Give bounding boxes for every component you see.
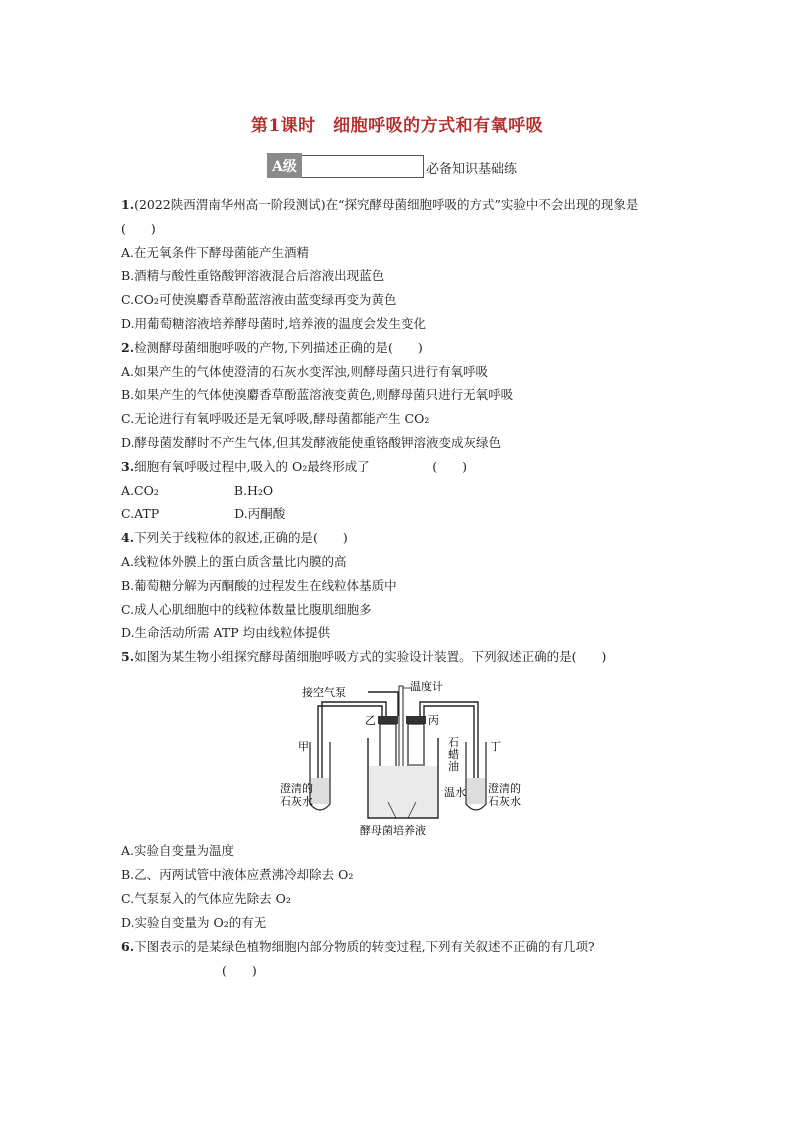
question-line: [121, 915, 266, 931]
question-stem: [121, 939, 595, 955]
label-limewater-right: 澄清的石灰水: [488, 782, 521, 808]
line-text: 下列关于线粒体的叙述,正确的是( ): [134, 530, 348, 546]
line-text: B.葡萄糖分解为丙酮酸的过程发生在线粒体基质中: [121, 577, 397, 593]
question-number: 2.: [121, 339, 135, 355]
label-pump: 接空气泵: [302, 686, 346, 699]
question-line: [121, 867, 353, 883]
question-stem: [121, 340, 423, 356]
question-stem: [121, 197, 638, 213]
line-text: 下图表示的是某绿色植物细胞内部分物质的转变过程,下列有关叙述不正确的有几项?: [134, 939, 595, 954]
level-label: 必备知识基础练: [426, 162, 518, 177]
question-line: [121, 245, 309, 261]
question-line: [121, 268, 384, 284]
question-line: [121, 364, 488, 380]
line-text: ( ): [121, 220, 156, 236]
question-stem: [121, 649, 606, 665]
line-text: B.乙、丙两试管中液体应煮沸冷却除去 O₂: [121, 867, 354, 882]
question-line: [121, 292, 396, 308]
question-line: [121, 625, 330, 641]
question-line: [121, 387, 513, 403]
label-yi: 乙: [365, 714, 376, 727]
line-text: B.如果产生的气体使溴麝香草酚蓝溶液变黄色,则酵母菌只进行无氧呼吸: [121, 387, 514, 403]
question-line: [121, 316, 426, 332]
question-stem: [121, 530, 348, 546]
line-text: A.实验自变量为温度: [121, 843, 235, 858]
label-limewater-left: 澄清的石灰水: [280, 782, 313, 808]
question-line: [121, 411, 429, 427]
line-text: A.线粒体外膜上的蛋白质含量比内膜的高: [121, 554, 347, 569]
line-text: D.生命活动所需 ATP 均由线粒体提供: [121, 625, 331, 641]
question-stem: [121, 459, 467, 475]
label-jia: 甲: [298, 740, 309, 753]
line-text: C.气泵泵入的气体应先除去 O₂: [121, 891, 291, 906]
line-text: A.CO₂ B.H₂O: [121, 482, 274, 498]
question-line: [121, 843, 234, 859]
question-line: [121, 221, 156, 237]
label-culture: 酵母菌培养液: [360, 824, 426, 837]
level-underline: [302, 155, 424, 178]
question-line: [121, 602, 372, 618]
experiment-figure: [280, 678, 580, 838]
question-number: 5.: [121, 649, 135, 665]
question-number: 6.: [121, 939, 135, 954]
level-header: [267, 152, 517, 178]
line-text: A.在无氧条件下酵母菌能产生酒精: [121, 244, 310, 260]
line-text: ( ): [222, 963, 257, 978]
question-line: [222, 963, 257, 979]
line-text: C.成人心肌细胞中的线粒体数量比腹肌细胞多: [121, 601, 372, 617]
question-line: [121, 506, 285, 522]
line-text: 如图为某生物小组探究酵母菌细胞呼吸方式的实验设计装置。下列叙述正确的是( ): [134, 649, 607, 665]
question-line: [121, 483, 273, 499]
level-badge: A级: [267, 153, 302, 178]
line-text: B.酒精与酸性重铬酸钾溶液混合后溶液出现蓝色: [121, 268, 385, 284]
line-text: A.如果产生的气体使澄清的石灰水变浑浊,则酵母菌只进行有氧呼吸: [121, 363, 488, 379]
label-thermometer: 温度计: [410, 680, 443, 693]
line-text: 细胞有氧呼吸过程中,吸入的 O₂最终形成了 ( ): [134, 458, 468, 474]
question-number: 3.: [121, 458, 135, 474]
question-line: [121, 578, 397, 594]
label-paraffin: 石蜡油: [448, 736, 459, 773]
line-text: (2022陕西渭南华州高一阶段测试)在“探究酵母菌细胞呼吸的方式”实验中不会出现的现象是: [134, 197, 639, 212]
label-warm-water: 温水: [444, 786, 466, 799]
line-text: D.实验自变量为 O₂的有无: [121, 915, 267, 930]
question-line: [121, 435, 501, 451]
label-bing: 丙: [428, 714, 439, 727]
line-text: D.用葡萄糖溶液培养酵母菌时,培养液的温度会发生变化: [121, 316, 427, 331]
question-line: [121, 554, 347, 570]
question-line: [121, 891, 291, 907]
line-text: 检测酵母菌细胞呼吸的产物,下列描述正确的是( ): [134, 339, 423, 355]
page-title: 第1课时 细胞呼吸的方式和有氧呼吸: [250, 116, 544, 136]
question-number: 4.: [121, 530, 135, 546]
line-text: C.ATP D.丙酮酸: [121, 506, 286, 522]
line-text: D.酵母菌发酵时不产生气体,但其发酵液能使重铬酸钾溶液变成灰绿色: [121, 435, 502, 450]
line-text: C.无论进行有氧呼吸还是无氧呼吸,酵母菌都能产生 CO₂: [121, 411, 430, 427]
label-ding: 丁: [490, 740, 501, 753]
question-number: 1.: [121, 197, 135, 212]
line-text: C.CO₂可使溴麝香草酚蓝溶液由蓝变绿再变为黄色: [121, 292, 397, 308]
